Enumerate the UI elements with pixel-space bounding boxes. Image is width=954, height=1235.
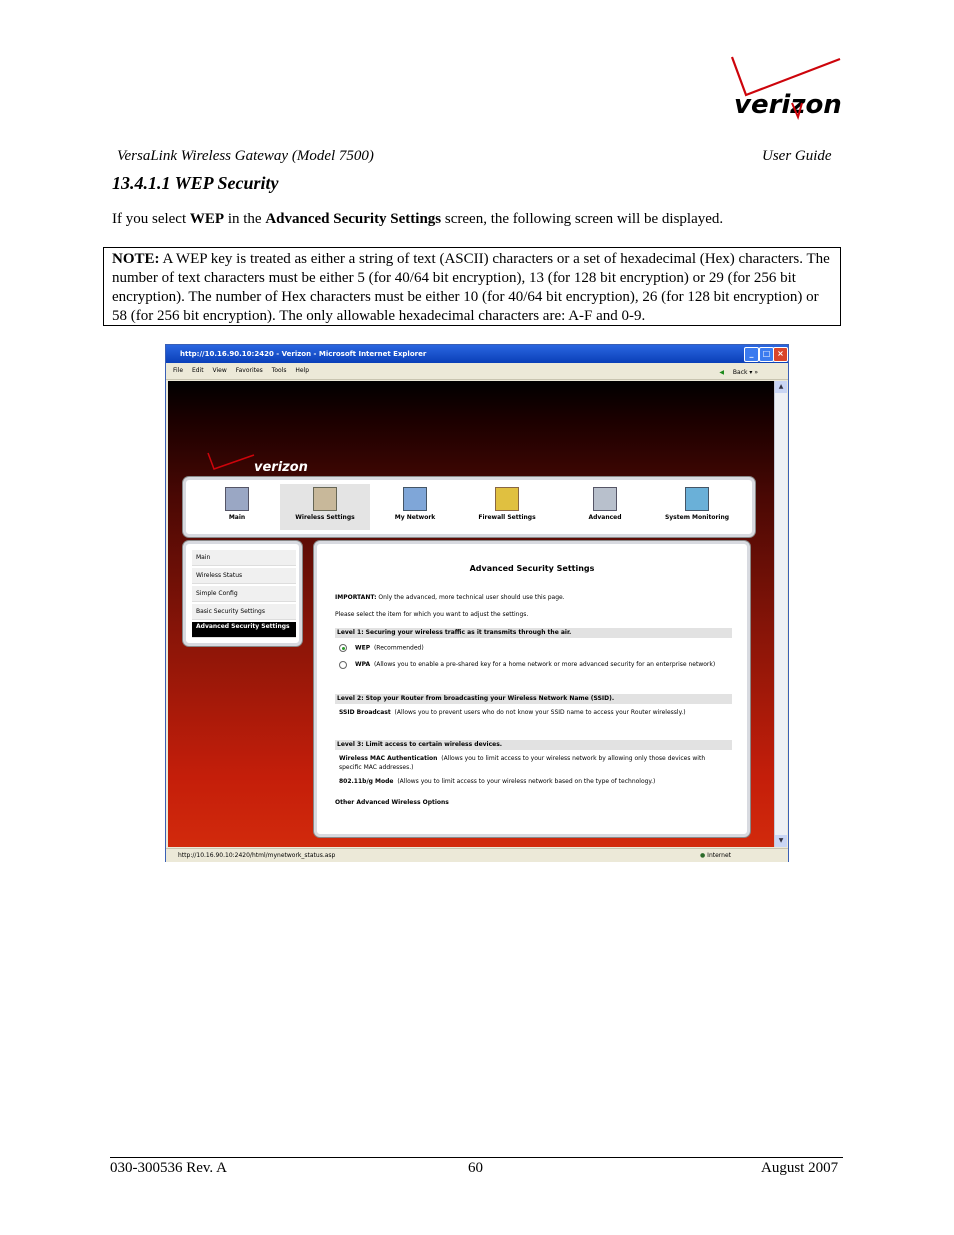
main-panel bbox=[314, 541, 750, 837]
window-title: http://10.16.90.10:2420 - Verizon - Microsoft Internet Explorer bbox=[180, 350, 427, 358]
minimize-icon[interactable]: _ bbox=[744, 347, 759, 362]
mode-option[interactable]: 802.11b/g Mode (Allows you to limit access to your wireless network based on the type of technology.) bbox=[339, 778, 656, 785]
app-logo-text: verizon bbox=[254, 460, 308, 475]
side-item-wireless-status[interactable]: Wireless Status bbox=[192, 568, 296, 584]
network-icon bbox=[403, 487, 427, 511]
page-content bbox=[168, 381, 774, 847]
nav-my-network[interactable]: My Network bbox=[370, 484, 460, 530]
note-text: A WEP key is treated as either a string of text (ASCII) characters or a set of hexadecimal (Hex) characters. The number of text characters must be either 5 (for 40/64 bit encryption), 13 (for 128 bit encryption) or 29 (for 256 bit encryption). The number of Hex characters must be either 10 (for 40/64 bit encryption), 26 (for 128 bit encryption) or 58 (for 256 bit encryption). The only allowable hexadecimal characters are: A-F and 0-9. bbox=[112, 251, 830, 324]
menu-bar bbox=[166, 363, 788, 380]
side-item-basic-security[interactable]: Basic Security Settings bbox=[192, 604, 296, 620]
intro-paragraph: If you select WEP in the Advanced Security Settings screen, the following screen will be displayed. bbox=[112, 211, 724, 227]
menu-file[interactable]: File bbox=[173, 367, 184, 374]
menu-tools[interactable]: Tools bbox=[271, 367, 287, 374]
note-box bbox=[103, 247, 841, 326]
status-zone: ● Internet bbox=[700, 852, 731, 859]
status-bar bbox=[166, 848, 788, 862]
level-2-heading: Level 2: Stop your Router from broadcasting your Wireless Network Name (SSID). bbox=[335, 694, 732, 704]
nav-advanced[interactable]: Advanced bbox=[560, 484, 650, 530]
panel-title: Advanced Security Settings bbox=[469, 564, 595, 573]
footer-right: August 2007 bbox=[761, 1160, 839, 1176]
app-logo bbox=[206, 451, 316, 479]
header-left: VersaLink Wireless Gateway (Model 7500) bbox=[117, 148, 374, 164]
nav-firewall-settings[interactable]: Firewall Settings bbox=[462, 484, 552, 530]
side-item-advanced-security[interactable]: Advanced Security Settings bbox=[192, 622, 296, 638]
select-text: Please select the item for which you want to adjust the settings. bbox=[335, 611, 529, 618]
wep-option[interactable]: WEP (Recommended) bbox=[339, 644, 424, 652]
menu-help[interactable]: Help bbox=[295, 367, 310, 374]
section-title: 13.4.1.1 WEP Security bbox=[112, 173, 279, 193]
mac-link[interactable]: Wireless MAC Authentication bbox=[339, 755, 438, 762]
other-options-link[interactable]: Other Advanced Wireless Options bbox=[335, 799, 449, 806]
side-menu bbox=[183, 541, 302, 646]
ssid-link[interactable]: SSID Broadcast bbox=[339, 709, 391, 716]
nav-main[interactable]: Main bbox=[192, 484, 282, 530]
header-right: User Guide bbox=[762, 148, 832, 164]
close-icon[interactable]: × bbox=[773, 347, 788, 362]
logo-text: verizon bbox=[734, 90, 842, 120]
side-item-simple-config[interactable]: Simple Config bbox=[192, 586, 296, 602]
nav-wireless-settings[interactable]: Wireless Settings bbox=[280, 484, 370, 530]
scroll-up-icon[interactable]: ▲ bbox=[775, 381, 787, 393]
browser-window bbox=[165, 344, 789, 862]
verizon-logo bbox=[728, 55, 848, 125]
back-icon: ◀ bbox=[719, 369, 724, 376]
advanced-icon bbox=[593, 487, 617, 511]
level-1-heading: Level 1: Securing your wireless traffic as it transmits through the air. bbox=[335, 628, 732, 638]
note-label: NOTE: bbox=[112, 251, 160, 267]
ssid-option[interactable]: SSID Broadcast (Allows you to prevent users who do not know your SSID name to access your Router wirelessly.) bbox=[339, 709, 686, 716]
level-3-heading: Level 3: Limit access to certain wireless devices. bbox=[335, 740, 732, 750]
scroll-down-icon[interactable]: ▼ bbox=[775, 835, 787, 847]
wireless-icon bbox=[313, 487, 337, 511]
browser-titlebar bbox=[166, 345, 788, 363]
wpa-radio[interactable] bbox=[339, 661, 347, 669]
monitor-icon bbox=[685, 487, 709, 511]
globe-icon: ● bbox=[700, 852, 706, 859]
firewall-icon bbox=[495, 487, 519, 511]
scrollbar[interactable] bbox=[774, 381, 787, 847]
mode-link[interactable]: 802.11b/g Mode bbox=[339, 778, 394, 785]
footer-left: 030-300536 Rev. A bbox=[110, 1160, 227, 1176]
status-url: http://10.16.90.10:2420/html/mynetwork_status.asp bbox=[178, 852, 336, 859]
nav-system-monitoring[interactable]: System Monitoring bbox=[652, 484, 742, 530]
page-number: 60 bbox=[468, 1160, 483, 1176]
important-text: IMPORTANT: Only the advanced, more technical user should use this page. bbox=[335, 594, 565, 601]
wep-radio[interactable] bbox=[339, 644, 347, 652]
menu-view[interactable]: View bbox=[212, 367, 227, 374]
maximize-icon[interactable]: □ bbox=[759, 347, 774, 362]
side-item-main[interactable]: Main bbox=[192, 550, 296, 566]
wpa-option[interactable]: WPA (Allows you to enable a pre-shared key for a home network or more advanced security for an enterprise network) bbox=[339, 660, 729, 669]
menu-favorites[interactable]: Favorites bbox=[235, 367, 263, 374]
footer-rule bbox=[110, 1157, 843, 1158]
main-icon bbox=[225, 487, 249, 511]
mac-option[interactable]: Wireless MAC Authentication (Allows you to limit access to your wireless network by allowing only those devices with specific MAC addresses.) bbox=[339, 755, 706, 771]
back-button[interactable]: ◀ Back ▾ » bbox=[719, 369, 758, 376]
menu-edit[interactable]: Edit bbox=[191, 367, 204, 374]
top-nav bbox=[183, 477, 755, 537]
